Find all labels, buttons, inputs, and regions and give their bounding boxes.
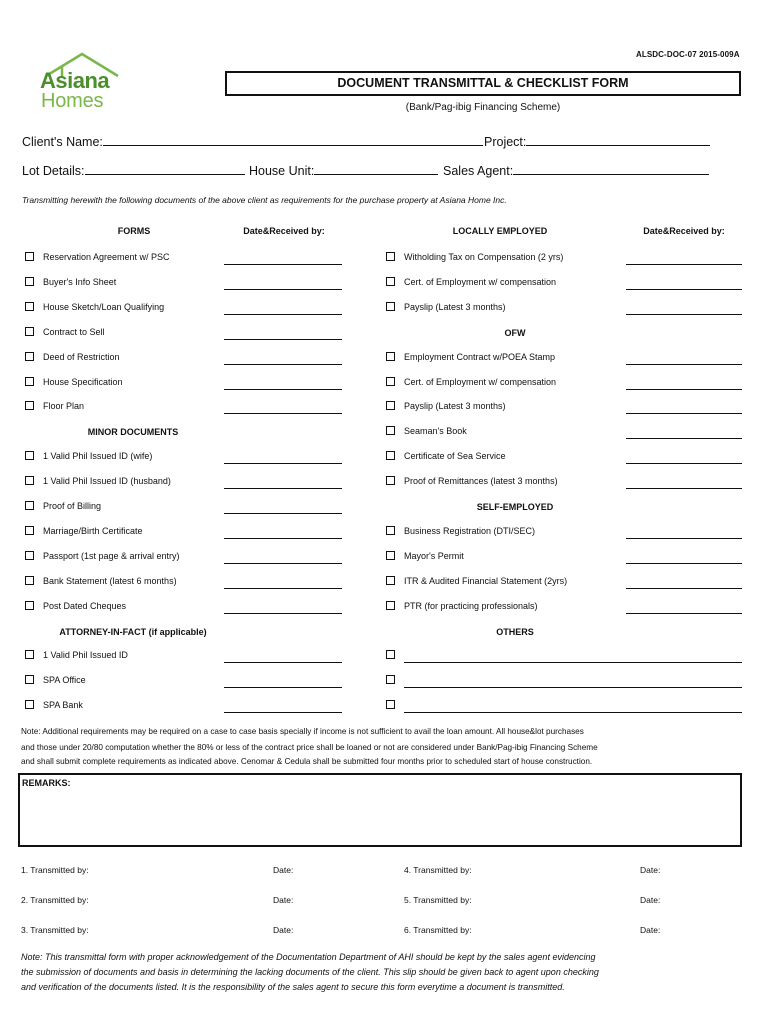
checkbox[interactable]	[386, 576, 395, 585]
checkbox[interactable]	[386, 551, 395, 560]
locally-employed-header: LOCALLY EMPLOYED	[452, 226, 548, 236]
checkbox[interactable]	[386, 277, 395, 286]
checkbox[interactable]	[386, 302, 395, 311]
date-received-line[interactable]	[224, 488, 342, 489]
checklist-item-label: Passport (1st page & arrival entry)	[43, 550, 180, 561]
client-name-line[interactable]	[103, 133, 483, 146]
intro-text: Transmitting herewith the following documents of the above client as requirements for the purchase property at Asiana Home Inc.	[22, 195, 507, 205]
project-label: Project:	[484, 135, 527, 149]
client-name-label: Client's Name:	[22, 135, 103, 149]
date-received-line[interactable]	[224, 413, 342, 414]
note-line-2: and those under 20/80 computation whether the 80% or less of the contract price shall be loaned or not are considered under Bank/Pag-ibig Financing Scheme	[21, 743, 598, 752]
transmitted-by-5: 5. Transmitted by:	[404, 895, 472, 905]
section-header: SELF-EMPLOYED	[476, 502, 554, 512]
transmitted-by-2: 2. Transmitted by:	[21, 895, 89, 905]
checklist-item-label: Deed of Restriction	[43, 351, 120, 362]
date-received-line[interactable]	[224, 687, 342, 688]
checklist-item-label: PTR (for practicing professionals)	[404, 600, 538, 611]
date-received-line[interactable]	[626, 588, 742, 589]
lot-details-line[interactable]	[85, 162, 245, 175]
date-received-line[interactable]	[224, 563, 342, 564]
lot-details-field[interactable]	[22, 162, 245, 178]
checklist-item-label: Contract to Sell	[43, 326, 105, 337]
lot-details-label: Lot Details:	[22, 164, 85, 178]
checklist-item-label: Floor Plan	[43, 401, 85, 412]
date-received-line[interactable]	[626, 264, 742, 265]
date-received-line[interactable]	[224, 662, 342, 663]
checklist-item-label: Proof of Remittances (latest 3 months)	[404, 476, 558, 487]
checkbox[interactable]	[25, 352, 34, 361]
checklist-item-label: Reservation Agreement w/ PSC	[43, 252, 170, 262]
checkbox[interactable]	[386, 700, 395, 709]
date-label-2: Date:	[273, 895, 294, 905]
other-document-line[interactable]	[404, 687, 742, 688]
date-received-line[interactable]	[224, 264, 342, 265]
checkbox[interactable]	[25, 501, 34, 510]
date-received-line[interactable]	[224, 389, 342, 390]
checkbox[interactable]	[25, 700, 34, 709]
checklist-item-label: Proof of Billing	[43, 501, 102, 511]
other-document-line[interactable]	[404, 712, 742, 713]
date-label-4: Date:	[640, 865, 661, 875]
checkbox[interactable]	[25, 476, 34, 485]
checkbox[interactable]	[386, 476, 395, 485]
checkbox[interactable]	[25, 401, 34, 410]
other-document-line[interactable]	[404, 662, 742, 663]
asiana-homes-logo	[38, 52, 126, 114]
checkbox[interactable]	[25, 601, 34, 610]
transmitted-by-6: 6. Transmitted by:	[404, 925, 472, 935]
checklist-item-label: ITR & Audited Financial Statement (2yrs)	[404, 575, 568, 586]
client-name-field[interactable]	[22, 133, 483, 149]
checkbox[interactable]	[386, 601, 395, 610]
date-received-line[interactable]	[224, 314, 342, 315]
checklist-item-label: Marriage/Birth Certificate	[43, 525, 143, 536]
form-title: DOCUMENT TRANSMITTAL & CHECKLIST FORM	[225, 71, 741, 96]
footer-note-line-2: the submission of documents and basis in determining the lacking documents of the client. This slip should be given back to agent upon checking	[21, 967, 599, 977]
date-received-line[interactable]	[224, 463, 342, 464]
date-received-line[interactable]	[626, 563, 742, 564]
date-label-5: Date:	[640, 895, 661, 905]
checklist-item-label: Cert. of Employment w/ compensation	[404, 276, 557, 287]
date-received-line[interactable]	[626, 389, 742, 390]
project-line[interactable]	[526, 133, 710, 146]
checkbox[interactable]	[25, 277, 34, 286]
checklist-item-label: SPA Bank	[43, 700, 83, 711]
date-received-line[interactable]	[626, 364, 742, 365]
checklist-item-label: Certificate of Sea Service	[404, 451, 506, 462]
remarks-label: REMARKS:	[22, 778, 71, 788]
checkbox[interactable]	[386, 650, 395, 659]
date-received-line[interactable]	[626, 538, 742, 539]
checkbox[interactable]	[386, 451, 395, 460]
date-received-line[interactable]	[626, 463, 742, 464]
date-received-line[interactable]	[224, 588, 342, 589]
checkbox[interactable]	[386, 352, 395, 361]
checkbox[interactable]	[25, 302, 34, 311]
checklist-item-label: SPA Office	[43, 675, 86, 686]
checklist-item-label: Buyer's Info Sheet	[43, 276, 117, 287]
checklist-item-label: Seaman's Book	[404, 426, 467, 437]
checkbox[interactable]	[386, 252, 395, 261]
form-subtitle: (Bank/Pag-ibig Financing Scheme)	[405, 102, 561, 113]
house-unit-field[interactable]	[249, 162, 438, 178]
date-received-line[interactable]	[626, 438, 742, 439]
sales-agent-line[interactable]	[513, 162, 709, 175]
checkbox[interactable]	[386, 377, 395, 386]
checklist-item-label: Business Registration (DTI/SEC)	[404, 525, 536, 536]
checkbox[interactable]	[25, 576, 34, 585]
checklist-item-label: Payslip (Latest 3 months)	[404, 301, 506, 312]
date-received-line[interactable]	[626, 289, 742, 290]
checklist-item-label: Witholding Tax on Compensation (2 yrs)	[404, 252, 564, 262]
checklist-item-label: Mayor's Permit	[404, 550, 464, 561]
date-received-line[interactable]	[224, 339, 342, 340]
footer-note-line-3: and verification of the documents listed. It is the responsibility of the sales agent to secure this form everytime a document is transmitted.	[21, 982, 565, 992]
checklist-item-label: 1 Valid Phil Issued ID (wife)	[43, 451, 153, 462]
remarks-box[interactable]	[18, 773, 742, 847]
checklist-item-label: Employment Contract w/POEA Stamp	[404, 351, 556, 362]
project-field[interactable]	[484, 133, 710, 149]
date-received-line[interactable]	[626, 488, 742, 489]
section-header: ATTORNEY-IN-FACT (if applicable)	[59, 626, 207, 637]
checkbox[interactable]	[25, 650, 34, 659]
note-line-1: Note: Additional requirements may be required on a case to case basis specially if income is not sufficient to avail the loan amount. All house&lot purchases	[21, 727, 584, 736]
checkbox[interactable]	[25, 526, 34, 535]
left-date-header: Date&Received by:	[243, 226, 325, 236]
date-label-1: Date:	[273, 865, 294, 875]
transmitted-by-4: 4. Transmitted by:	[404, 865, 472, 875]
checkbox[interactable]	[25, 675, 34, 684]
forms-header: FORMS	[117, 226, 151, 236]
right-date-header: Date&Received by:	[643, 226, 725, 236]
date-label-3: Date:	[273, 925, 294, 935]
checkbox[interactable]	[25, 377, 34, 386]
date-received-line[interactable]	[224, 289, 342, 290]
date-label-6: Date:	[640, 925, 661, 935]
checkbox[interactable]	[386, 526, 395, 535]
checklist-item-label: Payslip (Latest 3 months)	[404, 401, 506, 412]
section-header: MINOR DOCUMENTS	[87, 427, 179, 438]
checkbox[interactable]	[386, 675, 395, 684]
date-received-line[interactable]	[626, 413, 742, 414]
checkbox[interactable]	[25, 252, 34, 261]
date-received-line[interactable]	[224, 712, 342, 713]
house-unit-label: House Unit:	[249, 164, 315, 178]
checkbox[interactable]	[25, 327, 34, 336]
document-code: ALSDC-DOC-07 2015-009A	[636, 50, 740, 59]
date-received-line[interactable]	[626, 314, 742, 315]
logo-text-asiana: Asiana	[40, 68, 110, 93]
checkbox[interactable]	[25, 451, 34, 460]
date-received-line[interactable]	[224, 364, 342, 365]
checklist-item-label: 1 Valid Phil Issued ID (husband)	[43, 476, 171, 487]
checkbox[interactable]	[25, 551, 34, 560]
footer-note-line-1: Note: This transmittal form with proper acknowledgement of the Documentation Department of AHI should be kept by the sales agent evidencing	[21, 952, 596, 962]
sales-agent-field[interactable]	[443, 162, 709, 178]
sales-agent-label: Sales Agent:	[443, 164, 514, 178]
checklist-item-label: House Sketch/Loan Qualifying	[43, 301, 165, 312]
house-unit-line[interactable]	[314, 162, 438, 175]
note-line-3: and shall submit complete requirements as indicated above. Cenomar & Cedula shall be submitted four months prior to scheduled start of house construction.	[21, 757, 593, 766]
footer-note	[21, 950, 745, 995]
date-received-line[interactable]	[224, 538, 342, 539]
checkbox[interactable]	[386, 426, 395, 435]
checklist-item-label: House Specification	[43, 376, 123, 387]
date-received-line[interactable]	[626, 613, 742, 614]
checklist-item-label: Bank Statement (latest 6 months)	[43, 575, 177, 586]
checklist-item-label: 1 Valid Phil Issued ID	[43, 650, 128, 661]
transmitted-by-1: 1. Transmitted by:	[21, 865, 89, 875]
date-received-line[interactable]	[224, 613, 342, 614]
section-header: OFW	[504, 327, 526, 338]
logo-text-homes: Homes	[41, 90, 104, 112]
checklist-item-label: Post Dated Cheques	[43, 600, 127, 611]
section-header: OTHERS	[496, 626, 534, 637]
transmitted-by-3: 3. Transmitted by:	[21, 925, 89, 935]
checkbox[interactable]	[386, 401, 395, 410]
date-received-line[interactable]	[224, 513, 342, 514]
checklist-item-label: Cert. of Employment w/ compensation	[404, 376, 557, 387]
